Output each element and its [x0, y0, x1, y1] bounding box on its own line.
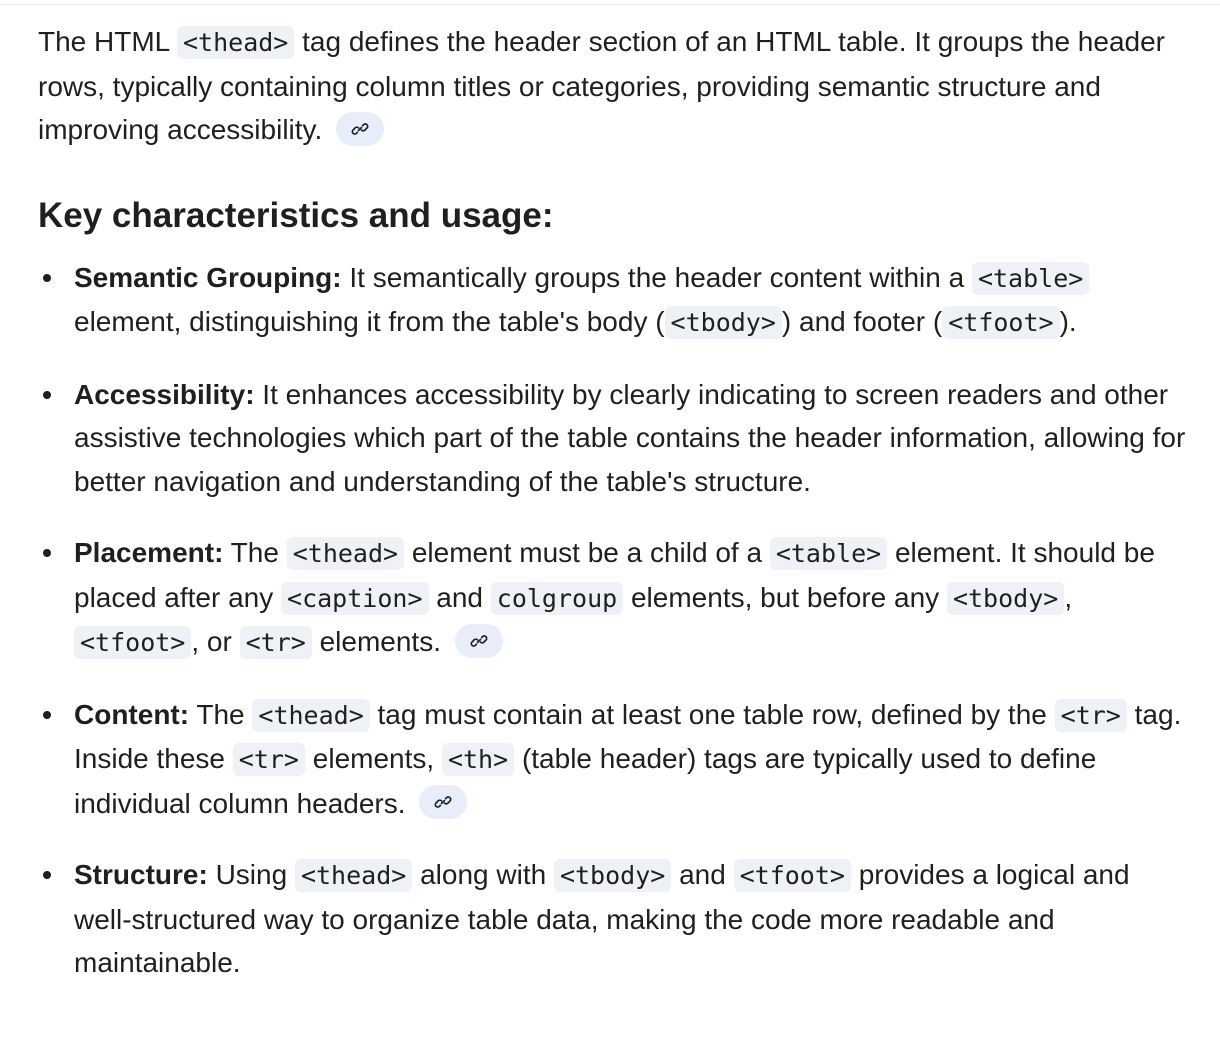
inline-code: <tbody> [554, 859, 671, 892]
item-text: ). [1059, 306, 1077, 337]
inline-code: colgroup [491, 582, 623, 615]
link-icon [434, 793, 452, 811]
inline-code: <th> [442, 743, 514, 776]
item-text: and [428, 581, 491, 613]
item-text: The [223, 537, 287, 568]
item-label: Semantic Grouping: [74, 261, 342, 293]
item-text: , or [191, 626, 240, 657]
source-link-chip[interactable] [419, 785, 467, 819]
item-text: ) and footer ( [781, 306, 943, 337]
item-label: Accessibility: [74, 378, 255, 410]
inline-code: <tbody> [665, 306, 782, 339]
top-divider [0, 4, 1220, 5]
list-item-accessibility [38, 373, 1188, 504]
item-text: , [1064, 581, 1073, 613]
item-text: element must be a child of a [404, 537, 770, 568]
inline-code: <tfoot> [942, 306, 1059, 339]
item-label: Structure: [74, 859, 208, 890]
item-text: (table header) tags are typically used to define individual column headers. [74, 743, 1097, 819]
item-text: It enhances accessibility by clearly indicating to screen readers and other assistive technologies which part of the table contains the header information, allowing for better navigation and understanding of the table's structure. [74, 378, 1186, 497]
section-heading: Key characteristics and usage: [38, 195, 554, 235]
item-text: tag must contain at least one table row, defined by the [369, 698, 1055, 730]
item-text: element, distinguishing it from the table's body ( [74, 306, 665, 337]
inline-code: <thead> [287, 537, 404, 570]
item-text: elements, [305, 743, 442, 774]
inline-code: <tr> [233, 743, 305, 776]
item-text: The [189, 698, 253, 730]
inline-code: <table> [770, 537, 887, 570]
list-item-semantic-grouping [38, 256, 1188, 345]
list-item-placement [38, 531, 1188, 665]
link-icon [351, 120, 369, 138]
characteristics-list [38, 256, 1188, 985]
inline-code: <table> [972, 262, 1089, 295]
item-text: along with [412, 859, 554, 890]
item-text: It semantically groups the header content within a [341, 261, 972, 293]
inline-code: <tbody> [947, 582, 1064, 615]
item-text: and [671, 859, 734, 890]
intro-text: tag defines the header section of an HTML table. It groups the header rows, typically containing column titles or categories, providing semantic structure and improving accessibility. [38, 26, 1165, 145]
inline-code: <thead> [177, 26, 294, 59]
item-text: elements. [311, 626, 441, 657]
inline-code: <caption> [281, 582, 428, 615]
inline-code: <tr> [1055, 699, 1127, 732]
item-label: Content: [74, 698, 190, 730]
intro-text: The HTML [38, 26, 177, 57]
item-label: Placement: [74, 537, 224, 568]
item-text: elements, but before any [623, 581, 947, 613]
source-link-chip[interactable] [455, 624, 503, 658]
item-text: tag. Inside these [74, 698, 1182, 774]
inline-code: <thead> [252, 699, 369, 732]
inline-code: <tr> [240, 626, 312, 659]
inline-code: <tfoot> [734, 859, 851, 892]
item-text: provides a logical and well-structured way to organize table data, making the code more readable and maintainable. [74, 859, 1130, 978]
intro-paragraph [38, 20, 1188, 152]
link-icon [470, 632, 488, 650]
list-item-content [38, 693, 1188, 826]
item-text: element. It should be placed after any [74, 537, 1155, 613]
item-text: Using [207, 859, 295, 890]
inline-code: <thead> [295, 859, 412, 892]
list-item-structure [38, 853, 1188, 985]
inline-code: <tfoot> [74, 626, 191, 659]
source-link-chip[interactable] [336, 112, 384, 146]
response-content [38, 20, 1188, 1013]
